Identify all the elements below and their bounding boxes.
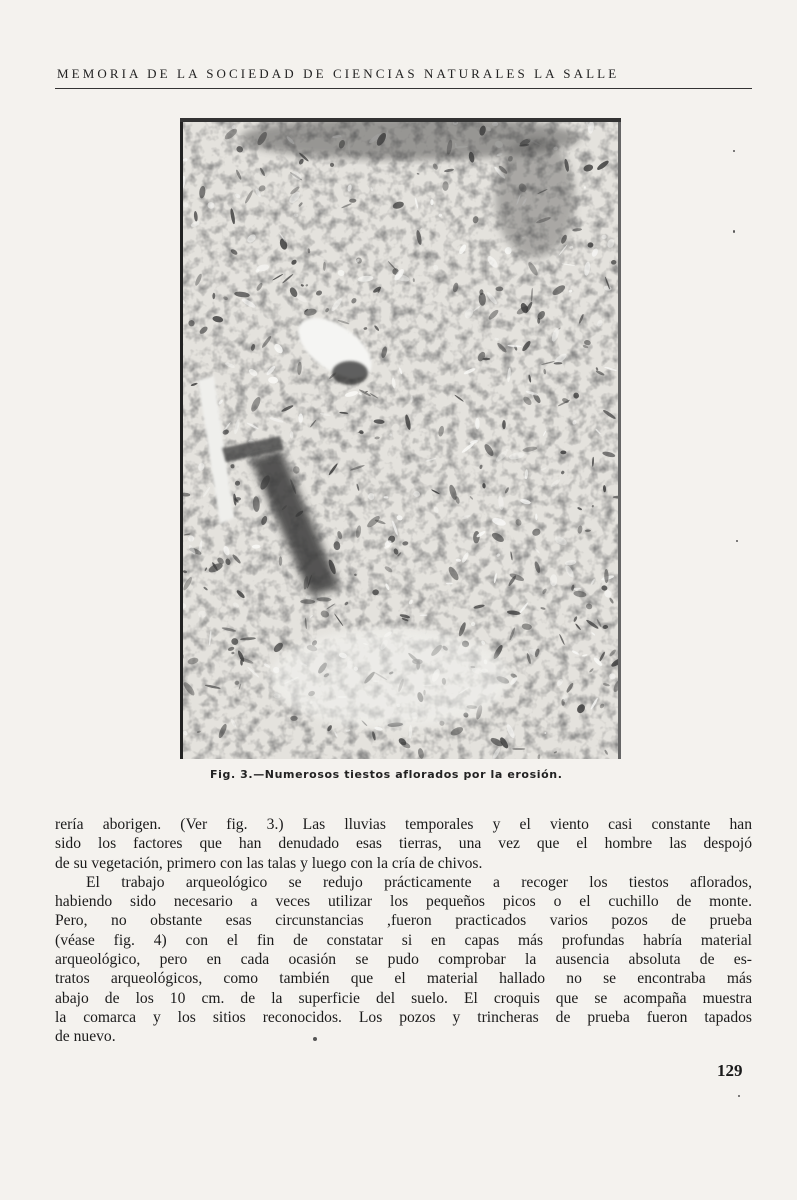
body-line: arqueológico, pero en cada ocasión se pudo comprobar la ausencia absoluta de es-	[55, 951, 752, 969]
photo-texture-speck	[198, 611, 206, 618]
photo-texture-speck	[496, 287, 504, 292]
body-line: sido los factores que han denudado esas tierras, una vez que el hombre las despojó	[55, 835, 752, 853]
body-paragraphs	[55, 815, 752, 1047]
photo-image	[180, 118, 621, 759]
body-line: habiendo sido necesario a veces utilizar los pequeños picos o el cuchillo de monte.	[55, 893, 752, 911]
photo-texture-speck	[290, 716, 297, 721]
body-line: El trabajo arqueológico se redujo prácticamente a recoger los tiestos aflorados,	[86, 873, 752, 891]
photo-texture-speck	[446, 583, 453, 585]
body-line: rería aborigen. (Ver fig. 3.) Las lluvias temporales y el viento casi constante han	[55, 816, 752, 833]
scan-speck	[736, 540, 738, 542]
photo-texture-speck	[475, 418, 479, 430]
body-line: abajo de los 10 cm. de la superficie del suelo. El croquis que se acompaña muestra	[55, 989, 752, 1007]
page-number: 129	[717, 1061, 743, 1080]
scan-speck	[313, 1037, 317, 1041]
body-line: de nuevo.	[55, 1028, 116, 1046]
scan-speck	[733, 230, 735, 233]
figure-photo	[180, 118, 621, 759]
body-line: de su vegetación, primero con las talas y luego con la cría de chivos.	[55, 854, 483, 872]
body-line: Pero, no obstante esas circunstancias ,fueron practicados varios pozos de prueba	[55, 912, 752, 930]
photo-texture-speck	[502, 420, 506, 429]
photo-texture-speck	[430, 199, 433, 205]
scan-speck	[733, 150, 735, 152]
header-rule	[55, 88, 752, 89]
body-line: tratos arqueológicos, como también que el material hallado no se encontraba más	[55, 970, 752, 988]
photo-texture-speck	[290, 431, 293, 438]
body-line: (véase fig. 4) con el fin de constatar si en capas más profundas habría material	[55, 931, 752, 949]
body-line: la comarca y los sitios reconocidos. Los pozos y trincheras de prueba fueron tapados	[55, 1008, 752, 1026]
scan-speck	[738, 1095, 740, 1097]
photo-texture-speck	[512, 748, 525, 750]
figure-caption: Fig. 3.—Numerosos tiestos aflorados por la erosión.	[210, 768, 563, 781]
running-header: MEMORIA DE LA SOCIEDAD DE CIENCIAS NATURALES LA SALLE	[57, 66, 620, 81]
